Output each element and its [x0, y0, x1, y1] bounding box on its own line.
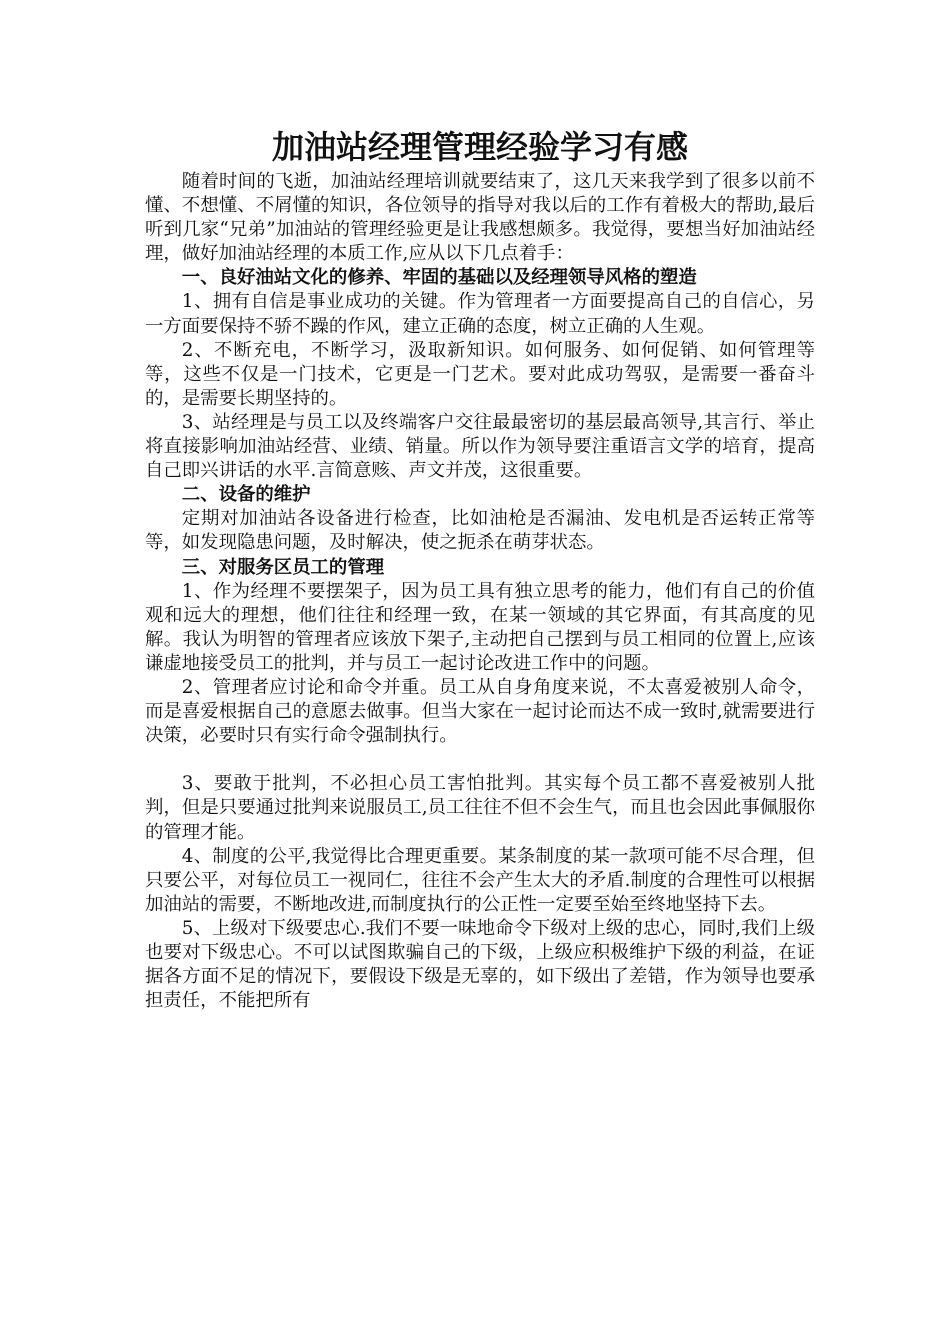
document-title: 加油站经理管理经验学习有感 [271, 128, 688, 166]
paragraph-confidence: 1、拥有自信是事业成功的关键。作为管理者一方面要提高自己的自信心，另一方面要保持不骄不躁的作风，建立正确的态度，树立正确的人生观。 [145, 291, 815, 337]
section-heading-staff: 三、对服务区员工的管理 [181, 556, 385, 578]
section-heading-equipment: 二、设备的维护 [181, 484, 311, 506]
paragraph-no-airs: 1、作为经理不要摆架子，因为员工具有独立思考的能力，他们有自己的价值观和远大的理想，他们往往和经理一致，在某一领域的其它界面，有其高度的见解。我认为明智的管理者应该放下架子,主动把自己摆到与员工相同的位置上,应该谦虚地接受员工的批判，并与员工一起讨论改进工作中的问题。 [145, 580, 815, 674]
paragraph-fairness: 4、制度的公平,我觉得比合理更重要。某条制度的某一款项可能不尽合理，但只要公平，对每位员工一视同仁，往往不会产生太大的矛盾.制度的合理性可以根据加油站的需要，不断地改进,而制度执行的公正性一定要至始至终地坚持下去。 [145, 845, 815, 915]
paragraph-manager-role: 3、站经理是与员工以及终端客户交往最最密切的基层最高领导,其言行、举止将直接影响加油站经营、业绩、销量。所以作为领导要注重语言文学的培育，提高自己即兴讲话的水平.言简意赅、声文并茂，这很重要。 [145, 411, 815, 482]
document-page [145, 124, 815, 1013]
paragraph-criticism: 3、要敢于批判，不必担心员工害怕批判。其实每个员工都不喜爱被别人批判，但是只要通过批判来说服员工,员工往往不但不会生气，而且也会因此事佩服你的管理才能。 [145, 773, 815, 843]
paragraph-learning: 2、不断充电，不断学习，汲取新知识。如何服务、如何促销、如何管理等等，这些不仅是一门技术，它更是一门艺术。要对此成功驾驭，是需要一番奋斗的，是需要长期坚持的。 [145, 339, 815, 409]
blank-line [145, 748, 815, 772]
paragraph-discussion-command: 2、管理者应讨论和命令并重。员工从自身角度来说，不太喜爱被别人命令，而是喜爱根据自己的意愿去做事。但当大家在一起讨论而达不成一致时,就需要进行决策，必要时只有实行命令强制执行。 [145, 676, 815, 747]
intro-paragraph: 随着时间的飞逝，加油站经理培训就要结束了，这几天来我学到了很多以前不懂、不想懂、不屑懂的知识，各位领导的指导对我以后的工作有着极大的帮助,最后听到几家“兄弟”加油站的管理经验更是让我感想颇多。我觉得，要想当好加油站经理，做好加油站经理的本质工作,应从以下几点着手： [145, 171, 815, 265]
section-heading-culture: 一、良好油站文化的修养、牢固的基础以及经理领导风格的塑造 [181, 267, 697, 289]
paragraph-equipment: 定期对加油站各设备进行检查，比如油枪是否漏油、发电机是否运转正常等等，如发现隐患问题，及时解决，使之扼杀在萌芽状态。 [145, 508, 815, 554]
paragraph-loyalty: 5、上级对下级要忠心.我们不要一味地命令下级对上级的忠心，同时,我们上级也要对下级忠心。不可以试图欺骗自己的下级，上级应积极维护下级的利益，在证据各方面不足的情况下，要假设下级是无辜的，如下级出了差错，作为领导也要承担责任，不能把所有 [145, 917, 815, 1012]
